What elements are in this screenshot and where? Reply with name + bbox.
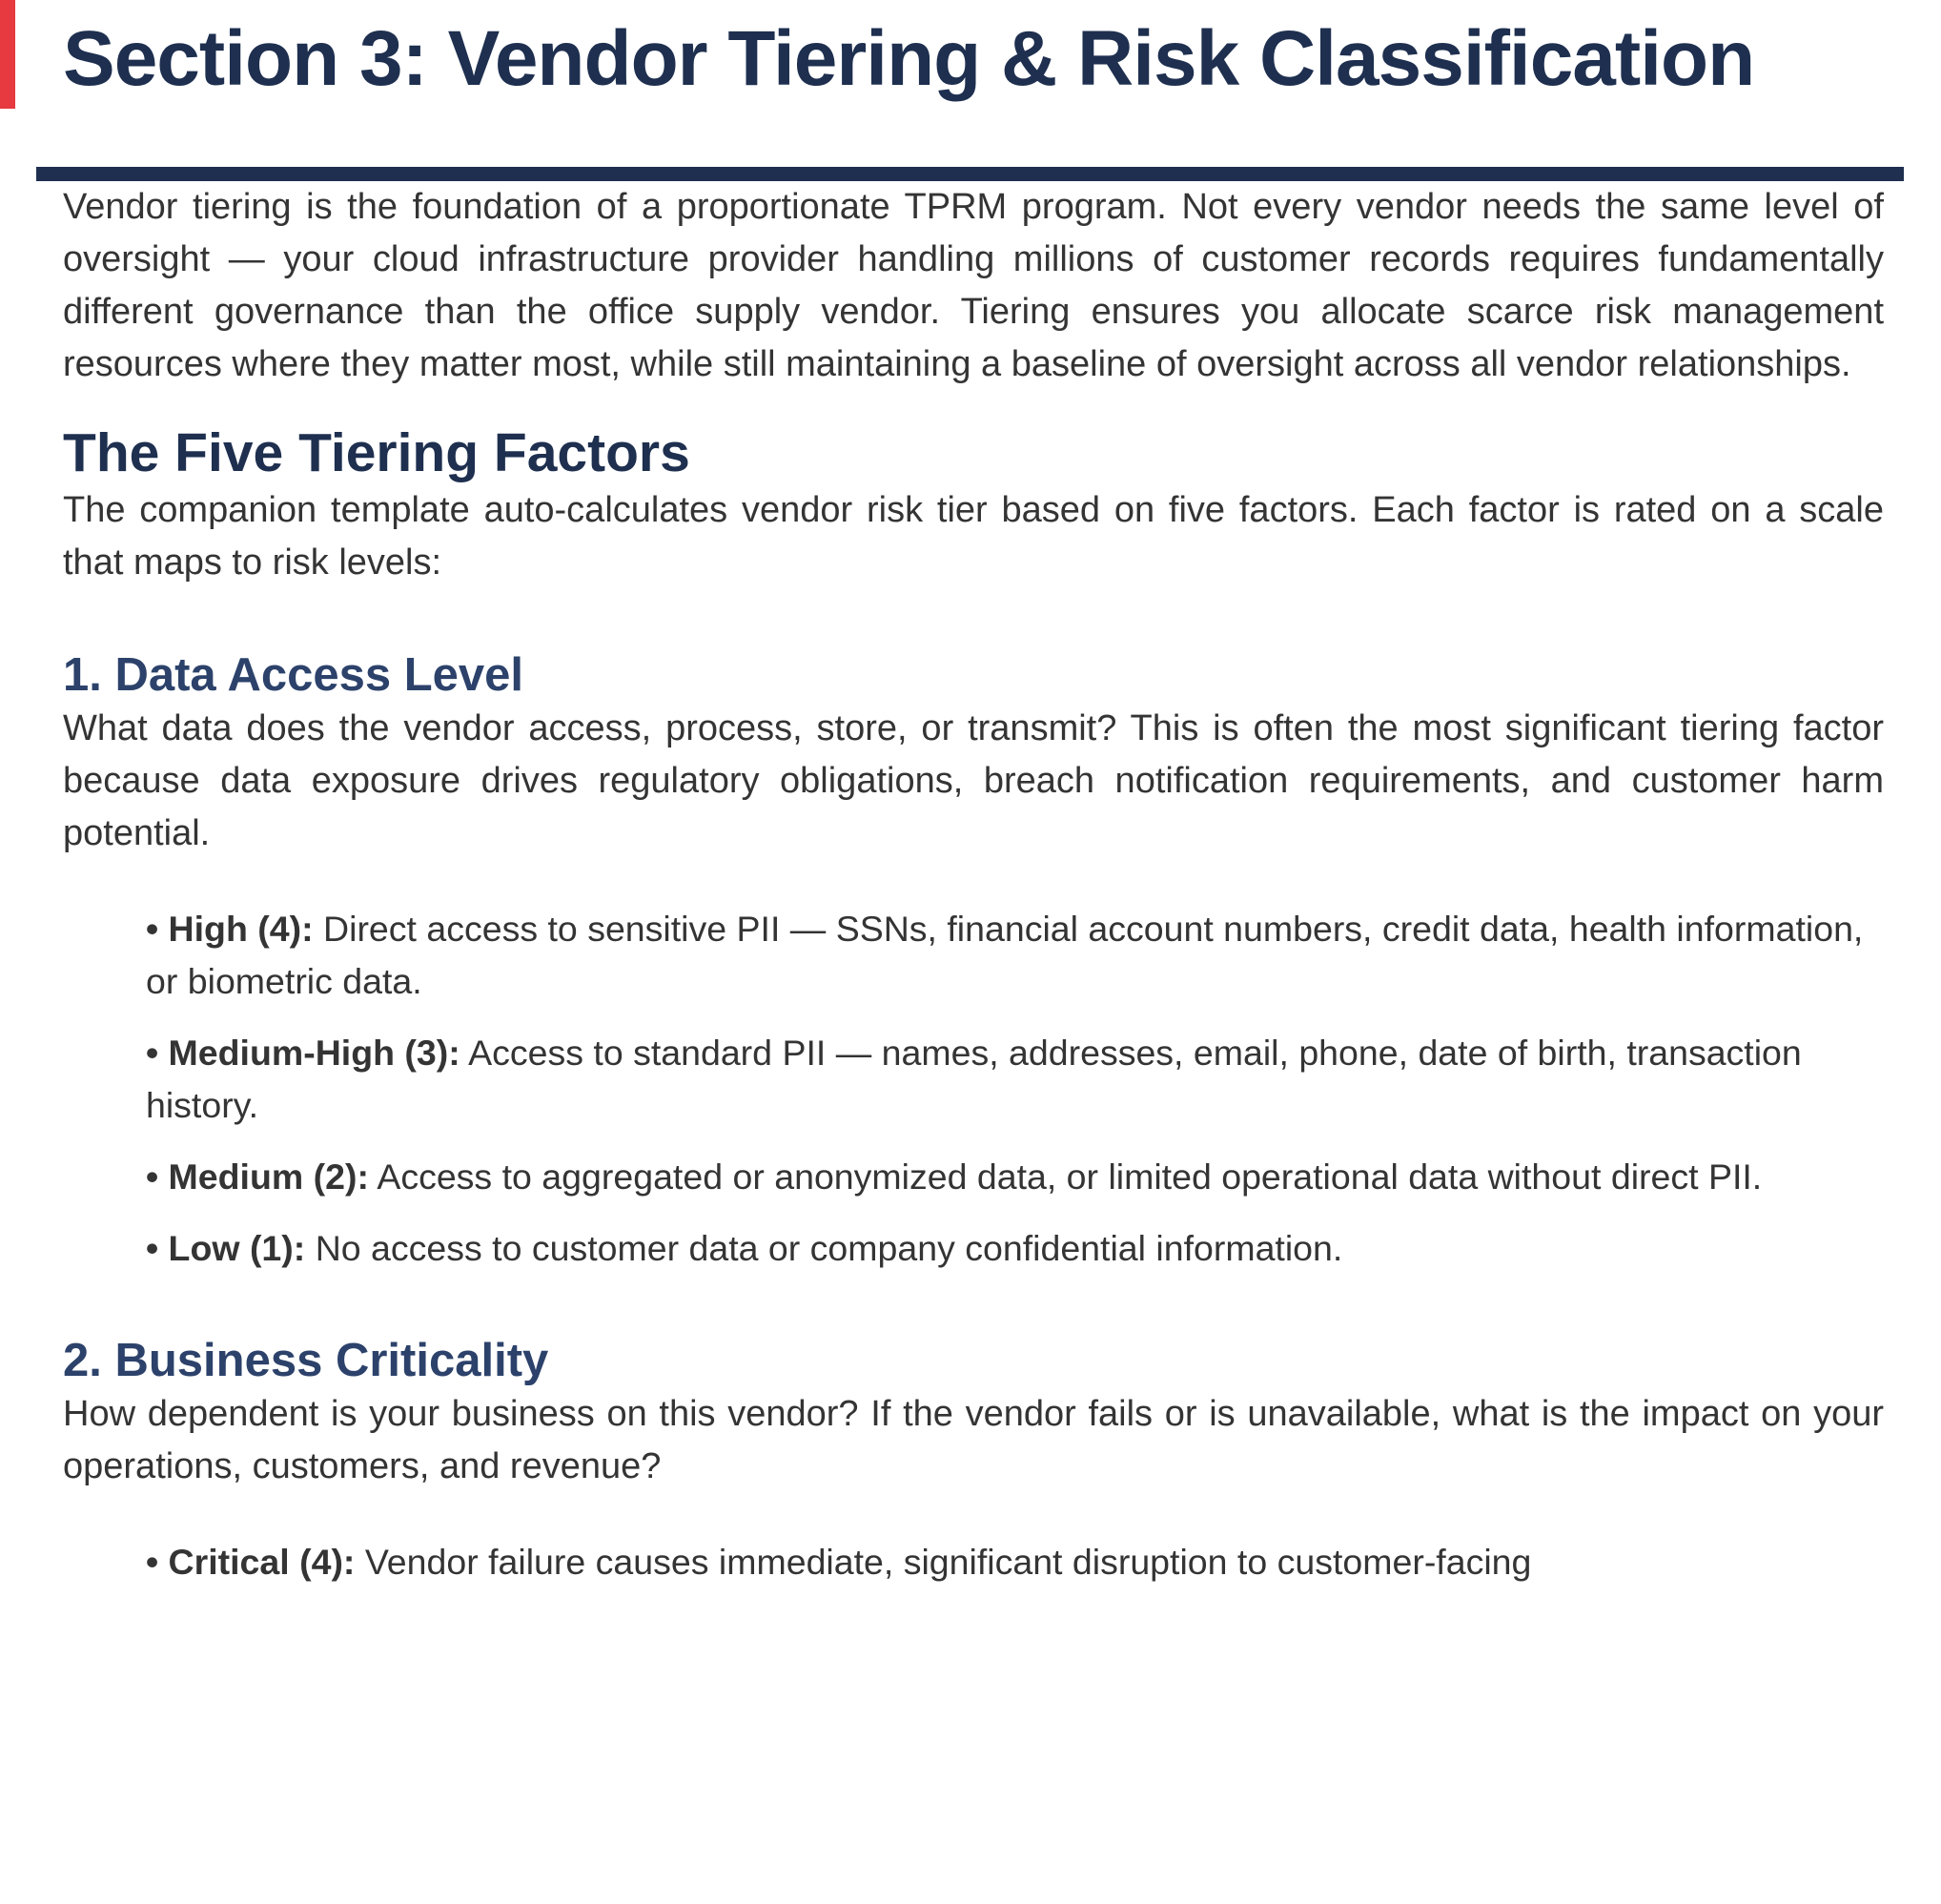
level-text: Access to aggregated or anonymized data, or limited operational data without direct PII. <box>368 1157 1763 1197</box>
section-intro-paragraph: The companion template auto-calculates vendor risk tier based on five factors. Each factor is rated on a scale that maps to risk levels: <box>63 490 1884 583</box>
factor-2-level-list <box>146 1536 1884 1588</box>
level-label: • Medium (2): <box>146 1157 369 1197</box>
level-label: • Critical (4): <box>146 1542 356 1582</box>
level-label: • High (4): <box>146 909 314 949</box>
factor-1-heading: 1. Data Access Level <box>63 649 524 701</box>
section-heading: The Five Tiering Factors <box>63 422 690 483</box>
level-label: • Low (1): <box>146 1228 306 1268</box>
factor-1-description: What data does the vendor access, process, store, or transmit? This is often the most significant tiering factor because data exposure drives regulatory obligations, breach notification requirements, and customer harm potential. <box>63 708 1884 853</box>
level-item-high <box>146 903 1884 1008</box>
level-item-low <box>146 1222 1884 1275</box>
factor-2-heading: 2. Business Criticality <box>63 1335 549 1386</box>
level-item-medium-high <box>146 1027 1884 1132</box>
factor-1-level-list <box>146 903 1884 1275</box>
level-text: Access to standard PII — names, addresses, email, phone, date of birth, transaction history. <box>146 1033 1802 1125</box>
intro-paragraph: Vendor tiering is the foundation of a proportionate TPRM program. Not every vendor needs the same level of oversight — your cloud infrastructure provider handling millions of customer records requires fundamentally different governance than the office supply vendor. Tiering ensures you allocate scarce risk management resources where they matter most, while still maintaining a baseline of oversight across all vendor relationships. <box>63 187 1884 384</box>
factor-2-description: How dependent is your business on this vendor? If the vendor fails or is unavailable, what is the impact on your operations, customers, and revenue? <box>63 1394 1884 1486</box>
page-title: Section 3: Vendor Tiering & Risk Classification <box>63 15 1755 102</box>
red-margin-marker <box>0 0 15 109</box>
level-item-medium <box>146 1151 1884 1203</box>
level-label: • Medium-High (3): <box>146 1033 460 1073</box>
level-text: Vendor failure causes immediate, significant disruption to customer-facing <box>355 1542 1532 1582</box>
level-item-critical <box>146 1536 1884 1588</box>
title-rule <box>36 167 1904 181</box>
level-text: Direct access to sensitive PII — SSNs, financial account numbers, credit data, health information, or biometric data. <box>146 909 1864 1001</box>
level-text: No access to customer data or company confidential information. <box>305 1228 1343 1268</box>
